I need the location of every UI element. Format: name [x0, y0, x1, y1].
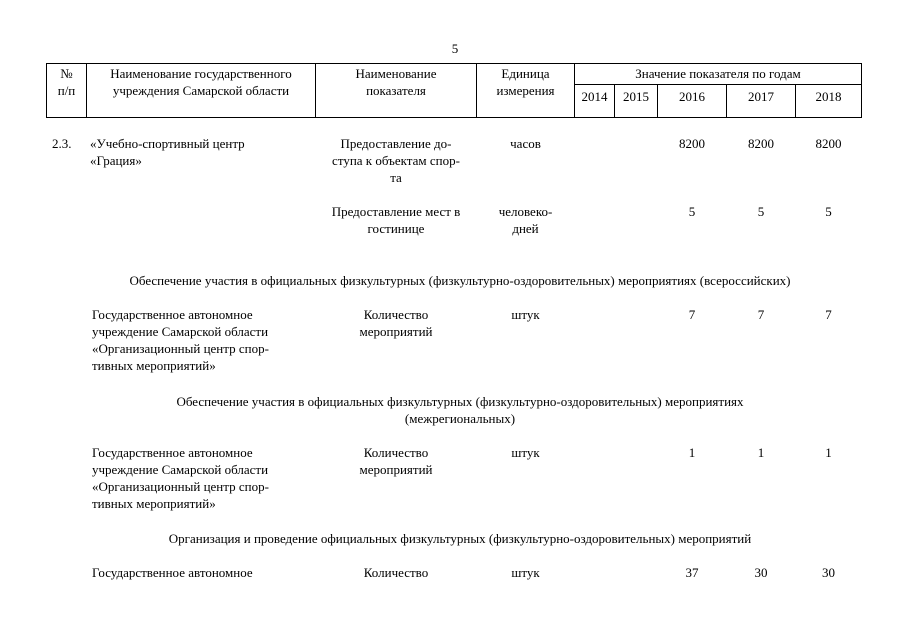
value-2018: 8200	[815, 136, 842, 151]
value-2016: 37	[685, 565, 699, 580]
indicator-name: Количество мероприятий	[359, 307, 433, 339]
unit: человеко- дней	[498, 204, 553, 236]
section-title: Обеспечение участия в официальных физкультурных (физкультурно-оздоровительных) мероприятиях (всероссийских)	[129, 273, 791, 288]
value-2018: 1	[825, 445, 832, 460]
value-2016: 8200	[679, 136, 705, 151]
unit: штук	[511, 565, 540, 580]
year-header-2017: 2017	[748, 89, 774, 104]
institution-name: «Учебно-спортивный центр «Грация»	[90, 136, 245, 168]
value-2018: 5	[825, 204, 832, 219]
col-header-indicator: Наименование показателя	[355, 66, 437, 98]
value-2017: 8200	[748, 136, 774, 151]
unit: штук	[511, 445, 540, 460]
institution-name: Государственное автономное учреждение Самарской области «Организационный центр спор- тивных мероприятий»	[92, 445, 269, 511]
year-header-2015: 2015	[623, 89, 649, 104]
indicator-name: Предоставление мест в гостинице	[331, 204, 461, 236]
value-2016: 7	[688, 307, 696, 322]
value-2016: 5	[688, 204, 696, 219]
year-header-2014: 2014	[581, 89, 608, 104]
value-2018: 30	[822, 565, 835, 580]
col-header-values: Значение показателя по годам	[635, 66, 801, 81]
value-2017: 5	[757, 204, 765, 219]
value-2017: 30	[754, 565, 768, 580]
col-header-number: № п/п	[57, 66, 76, 98]
institution-name: Государственное автономное	[92, 565, 253, 580]
indicator-name: Предоставление до- ступа к объектам спор- та	[332, 136, 460, 185]
row-number: 2.3.	[52, 136, 72, 151]
page-number: 5	[451, 41, 459, 56]
indicator-name: Количество	[363, 565, 429, 580]
section-title: Обеспечение участия в официальных физкультурных (физкультурно-оздоровительных) мероприятиях (межрегиональных)	[176, 394, 744, 426]
col-header-unit: Единица измерения	[496, 66, 555, 98]
unit: часов	[510, 136, 541, 151]
value-2017: 7	[757, 307, 765, 322]
indicator-name: Количество мероприятий	[359, 445, 433, 477]
year-header-2016: 2016	[679, 89, 705, 104]
col-header-institution: Наименование государственного учреждения Самарской области	[110, 66, 292, 98]
value-2016: 1	[688, 445, 696, 460]
institution-name: Государственное автономное учреждение Самарской области «Организационный центр спор- тивных мероприятий»	[92, 307, 269, 373]
year-header-2018: 2018	[815, 89, 842, 104]
section-title: Организация и проведение официальных физкультурных (физкультурно-оздоровительных) мероприятий	[168, 531, 752, 546]
value-2017: 1	[757, 445, 765, 460]
value-2018: 7	[825, 307, 832, 322]
unit: штук	[511, 307, 540, 322]
